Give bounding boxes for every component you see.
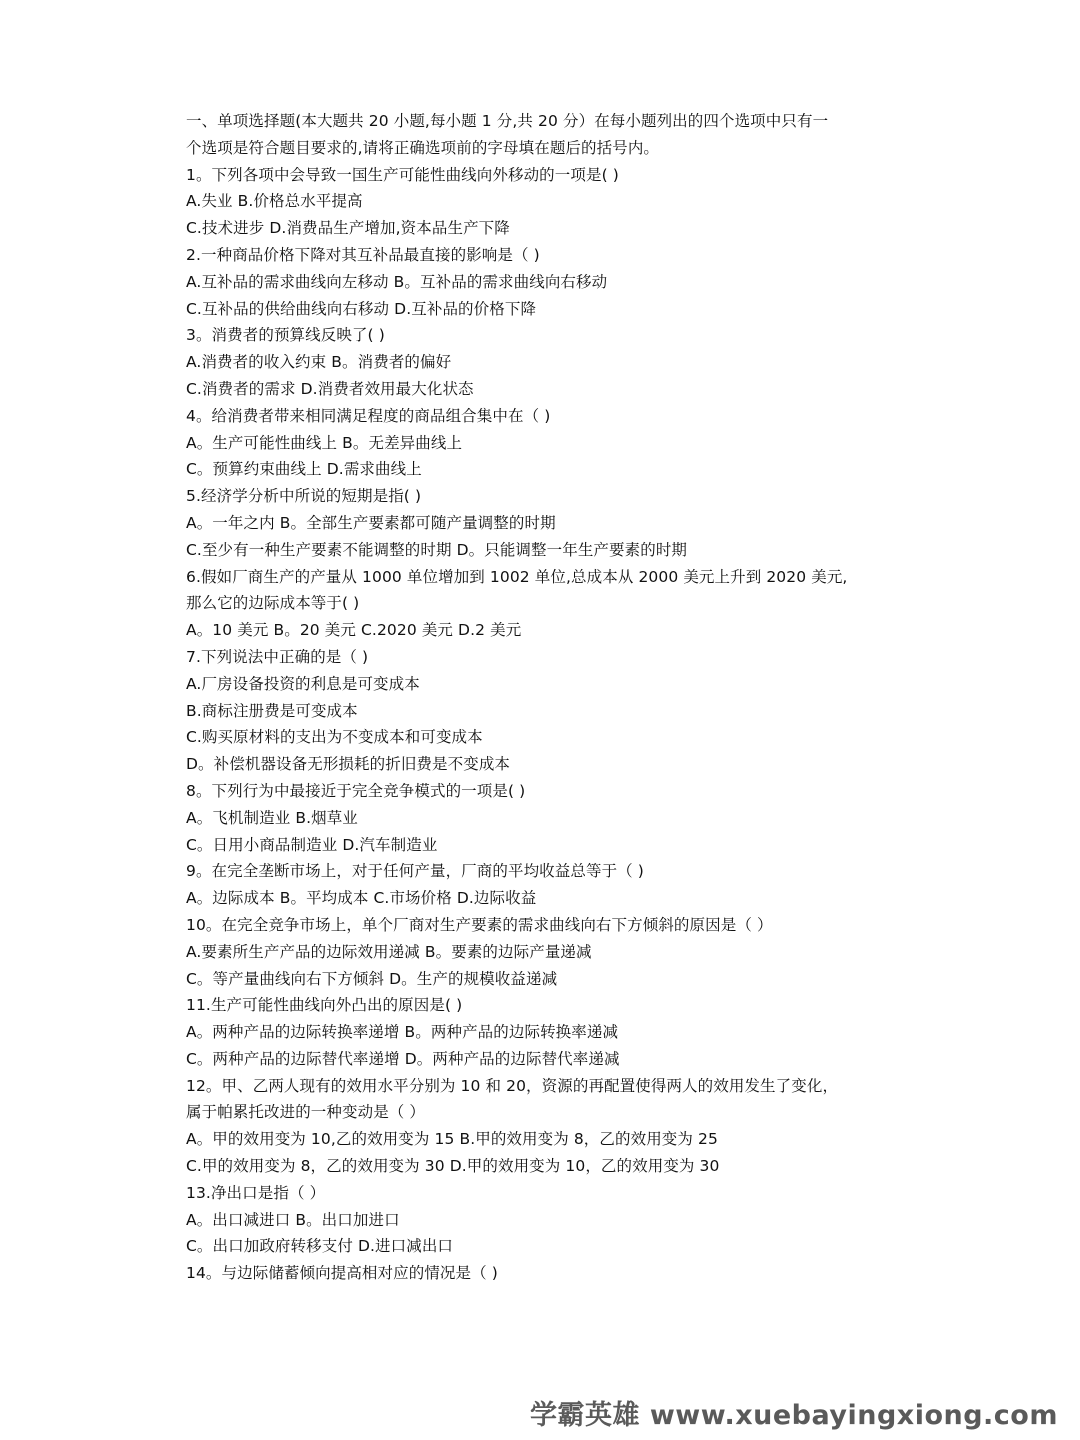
document-line: 10。在完全竞争市场上，单个厂商对生产要素的需求曲线向右下方倾斜的原因是（ ） [186, 915, 773, 934]
document-line: 7.下列说法中正确的是（ ) [186, 647, 369, 666]
document-line: C.技术进步 D.消费品生产增加,资本品生产下降 [186, 219, 510, 238]
document-line: C。两种产品的边际替代率递增 D。两种产品的边际替代率递减 [186, 1049, 620, 1068]
document-line: 8。下列行为中最接近于完全竞争模式的一项是( ) [186, 781, 526, 800]
exam-question-list [186, 108, 906, 1287]
document-line: A。一年之内 B。全部生产要素都可随产量调整的时期 [186, 513, 556, 532]
document-line: 6.假如厂商生产的产量从 1000 单位增加到 1002 单位,总成本从 2000 美元上升到 2020 美元, [186, 567, 848, 586]
document-line: 1。下列各项中会导致一国生产可能性曲线向外移动的一项是( ) [186, 165, 619, 184]
document-line: A.失业 B.价格总水平提高 [186, 192, 363, 211]
document-line: A.要素所生产产品的边际效用递减 B。要素的边际产量递减 [186, 942, 592, 961]
document-line: A。甲的效用变为 10,乙的效用变为 15 B.甲的效用变为 8，乙的效用变为 25 [186, 1130, 718, 1149]
document-line: 3。消费者的预算线反映了( ) [186, 326, 385, 345]
document-line: A.互补品的需求曲线向左移动 B。互补品的需求曲线向右移动 [186, 272, 608, 291]
document-line: 4。给消费者带来相同满足程度的商品组合集中在（ ) [186, 406, 551, 425]
document-line: A。10 美元 B。20 美元 C.2020 美元 D.2 美元 [186, 621, 522, 640]
document-line: A。边际成本 B。平均成本 C.市场价格 D.边际收益 [186, 889, 537, 908]
document-line: C。预算约束曲线上 D.需求曲线上 [186, 460, 422, 479]
document-line: C。日用小商品制造业 D.汽车制造业 [186, 835, 438, 854]
document-line: C。等产量曲线向右下方倾斜 D。生产的规模收益递减 [186, 969, 558, 988]
document-line: A。飞机制造业 B.烟草业 [186, 808, 358, 827]
document-line: C.购买原材料的支出为不变成本和可变成本 [186, 728, 483, 747]
document-line: B.商标注册费是可变成本 [186, 701, 358, 720]
document-line: C.甲的效用变为 8，乙的效用变为 30 D.甲的效用变为 10，乙的效用变为 30 [186, 1157, 720, 1176]
document-line: 属于帕累托改进的一种变动是（ ） [186, 1103, 426, 1122]
document-line: D。补偿机器设备无形损耗的折旧费是不变成本 [186, 755, 511, 774]
document-line: 11.生产可能性曲线向外凸出的原因是( ) [186, 996, 463, 1015]
document-line: A。生产可能性曲线上 B。无差异曲线上 [186, 433, 463, 452]
document-line: C.至少有一种生产要素不能调整的时期 D。只能调整一年生产要素的时期 [186, 540, 688, 559]
document-line: C.消费者的需求 D.消费者效用最大化状态 [186, 379, 474, 398]
document-line: 12。甲、乙两人现有的效用水平分别为 10 和 20，资源的再配置使得两人的效用发生了变化， [186, 1076, 839, 1095]
document-line: A。两种产品的边际转换率递增 B。两种产品的边际转换率递减 [186, 1023, 619, 1042]
document-line: C.互补品的供给曲线向右移动 D.互补品的价格下降 [186, 299, 537, 318]
document-line: 5.经济学分析中所说的短期是指( ) [186, 487, 422, 506]
document-line: 一、单项选择题(本大题共 20 小题,每小题 1 分,共 20 分）在每小题列出的四个选项中只有一 [186, 112, 829, 130]
document-line: 14。与边际储蓄倾向提高相对应的情况是（ ) [186, 1264, 498, 1283]
document-line: A.厂房设备投资的利息是可变成本 [186, 674, 420, 693]
document-line: A.消费者的收入约束 B。消费者的偏好 [186, 353, 452, 372]
document-line: 13.净出口是指（ ） [186, 1183, 326, 1202]
document-line: A。出口减进口 B。出口加进口 [186, 1210, 400, 1229]
site-watermark: 学霸英雄 www.xuebayingxiong.com [529, 1400, 1058, 1431]
document-line: 那么它的边际成本等于( ) [186, 594, 360, 613]
document-line: C。出口加政府转移支付 D.进口减出口 [186, 1237, 454, 1256]
document-line: 9。在完全垄断市场上，对于任何产量，厂商的平均收益总等于（ ) [186, 862, 644, 881]
document-line: 个选项是符合题目要求的,请将正确选项前的字母填在题后的括号内。 [186, 138, 660, 157]
document-line: 2.一种商品价格下降对其互补品最直接的影响是（ ) [186, 245, 540, 264]
